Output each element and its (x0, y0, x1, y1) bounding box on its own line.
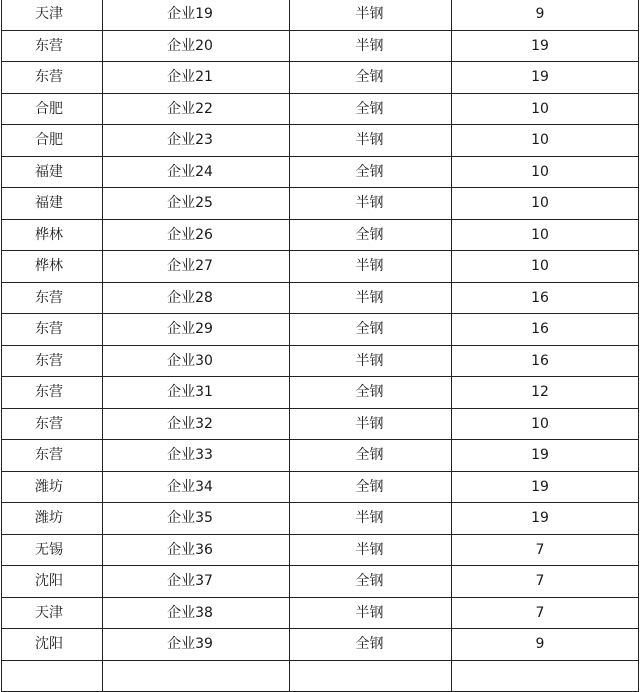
data-table (1, 0, 639, 692)
table-row (2, 629, 639, 661)
count-cell: 10 (452, 219, 639, 251)
table-row (2, 408, 639, 440)
city-cell: 东营 (2, 377, 103, 409)
table-row (2, 30, 639, 62)
table-row (2, 125, 639, 157)
table-row (2, 0, 639, 30)
steel-type-cell: 全钢 (290, 93, 452, 125)
steel-type-cell: 半钢 (290, 188, 452, 220)
count-cell: 19 (452, 30, 639, 62)
table-row (2, 188, 639, 220)
city-cell: 沈阳 (2, 566, 103, 598)
company-cell (103, 660, 290, 692)
steel-type-cell: 全钢 (290, 219, 452, 251)
company-cell: 企业20 (103, 30, 290, 62)
city-cell: 东营 (2, 30, 103, 62)
count-cell: 10 (452, 408, 639, 440)
steel-type-cell: 全钢 (290, 471, 452, 503)
count-cell: 16 (452, 345, 639, 377)
table-row (2, 566, 639, 598)
count-cell: 19 (452, 471, 639, 503)
count-cell: 7 (452, 566, 639, 598)
city-cell: 无锡 (2, 534, 103, 566)
city-cell: 东营 (2, 440, 103, 472)
company-cell: 企业39 (103, 629, 290, 661)
table-row (2, 219, 639, 251)
count-cell: 10 (452, 188, 639, 220)
city-cell: 福建 (2, 156, 103, 188)
city-cell: 东营 (2, 62, 103, 94)
table-body (2, 0, 639, 692)
company-cell: 企业25 (103, 188, 290, 220)
count-cell: 9 (452, 629, 639, 661)
company-cell: 企业33 (103, 440, 290, 472)
company-cell: 企业26 (103, 219, 290, 251)
steel-type-cell: 半钢 (290, 125, 452, 157)
count-cell: 7 (452, 597, 639, 629)
count-cell: 10 (452, 93, 639, 125)
count-cell: 10 (452, 251, 639, 283)
count-cell: 16 (452, 314, 639, 346)
company-cell: 企业19 (103, 0, 290, 30)
count-cell: 19 (452, 440, 639, 472)
steel-type-cell: 全钢 (290, 440, 452, 472)
city-cell: 合肥 (2, 93, 103, 125)
city-cell: 桦林 (2, 251, 103, 283)
city-cell: 合肥 (2, 125, 103, 157)
steel-type-cell: 全钢 (290, 377, 452, 409)
company-cell: 企业24 (103, 156, 290, 188)
table-row (2, 440, 639, 472)
city-cell: 天津 (2, 0, 103, 30)
table-row (2, 345, 639, 377)
count-cell: 19 (452, 62, 639, 94)
city-cell: 天津 (2, 597, 103, 629)
table-row (2, 314, 639, 346)
company-cell: 企业32 (103, 408, 290, 440)
steel-type-cell: 半钢 (290, 345, 452, 377)
company-cell: 企业23 (103, 125, 290, 157)
steel-type-cell: 全钢 (290, 629, 452, 661)
city-cell: 东营 (2, 345, 103, 377)
company-cell: 企业22 (103, 93, 290, 125)
city-cell: 东营 (2, 282, 103, 314)
table-row (2, 377, 639, 409)
table-row (2, 597, 639, 629)
table-row (2, 156, 639, 188)
steel-type-cell: 半钢 (290, 30, 452, 62)
city-cell: 东营 (2, 408, 103, 440)
steel-type-cell: 全钢 (290, 566, 452, 598)
count-cell: 16 (452, 282, 639, 314)
city-cell: 东营 (2, 314, 103, 346)
count-cell: 19 (452, 503, 639, 535)
count-cell (452, 660, 639, 692)
table-row (2, 471, 639, 503)
count-cell: 9 (452, 0, 639, 30)
table-row (2, 93, 639, 125)
company-cell: 企业34 (103, 471, 290, 503)
company-cell: 企业30 (103, 345, 290, 377)
company-cell: 企业21 (103, 62, 290, 94)
steel-type-cell: 半钢 (290, 534, 452, 566)
city-cell: 潍坊 (2, 471, 103, 503)
steel-type-cell: 半钢 (290, 251, 452, 283)
city-cell: 桦林 (2, 219, 103, 251)
company-cell: 企业28 (103, 282, 290, 314)
company-cell: 企业35 (103, 503, 290, 535)
table-row (2, 62, 639, 94)
steel-type-cell: 半钢 (290, 597, 452, 629)
company-cell: 企业36 (103, 534, 290, 566)
steel-type-cell: 全钢 (290, 314, 452, 346)
city-cell: 潍坊 (2, 503, 103, 535)
steel-type-cell: 半钢 (290, 0, 452, 30)
city-cell (2, 660, 103, 692)
count-cell: 10 (452, 156, 639, 188)
count-cell: 10 (452, 125, 639, 157)
steel-type-cell: 半钢 (290, 408, 452, 440)
steel-type-cell: 半钢 (290, 503, 452, 535)
table-row (2, 660, 639, 692)
steel-type-cell (290, 660, 452, 692)
table-row (2, 282, 639, 314)
company-cell: 企业37 (103, 566, 290, 598)
count-cell: 12 (452, 377, 639, 409)
company-cell: 企业38 (103, 597, 290, 629)
count-cell: 7 (452, 534, 639, 566)
city-cell: 福建 (2, 188, 103, 220)
steel-type-cell: 全钢 (290, 156, 452, 188)
company-cell: 企业27 (103, 251, 290, 283)
company-cell: 企业29 (103, 314, 290, 346)
table-row (2, 251, 639, 283)
table-row (2, 503, 639, 535)
steel-type-cell: 半钢 (290, 282, 452, 314)
table-row (2, 534, 639, 566)
company-cell: 企业31 (103, 377, 290, 409)
steel-type-cell: 全钢 (290, 62, 452, 94)
city-cell: 沈阳 (2, 629, 103, 661)
